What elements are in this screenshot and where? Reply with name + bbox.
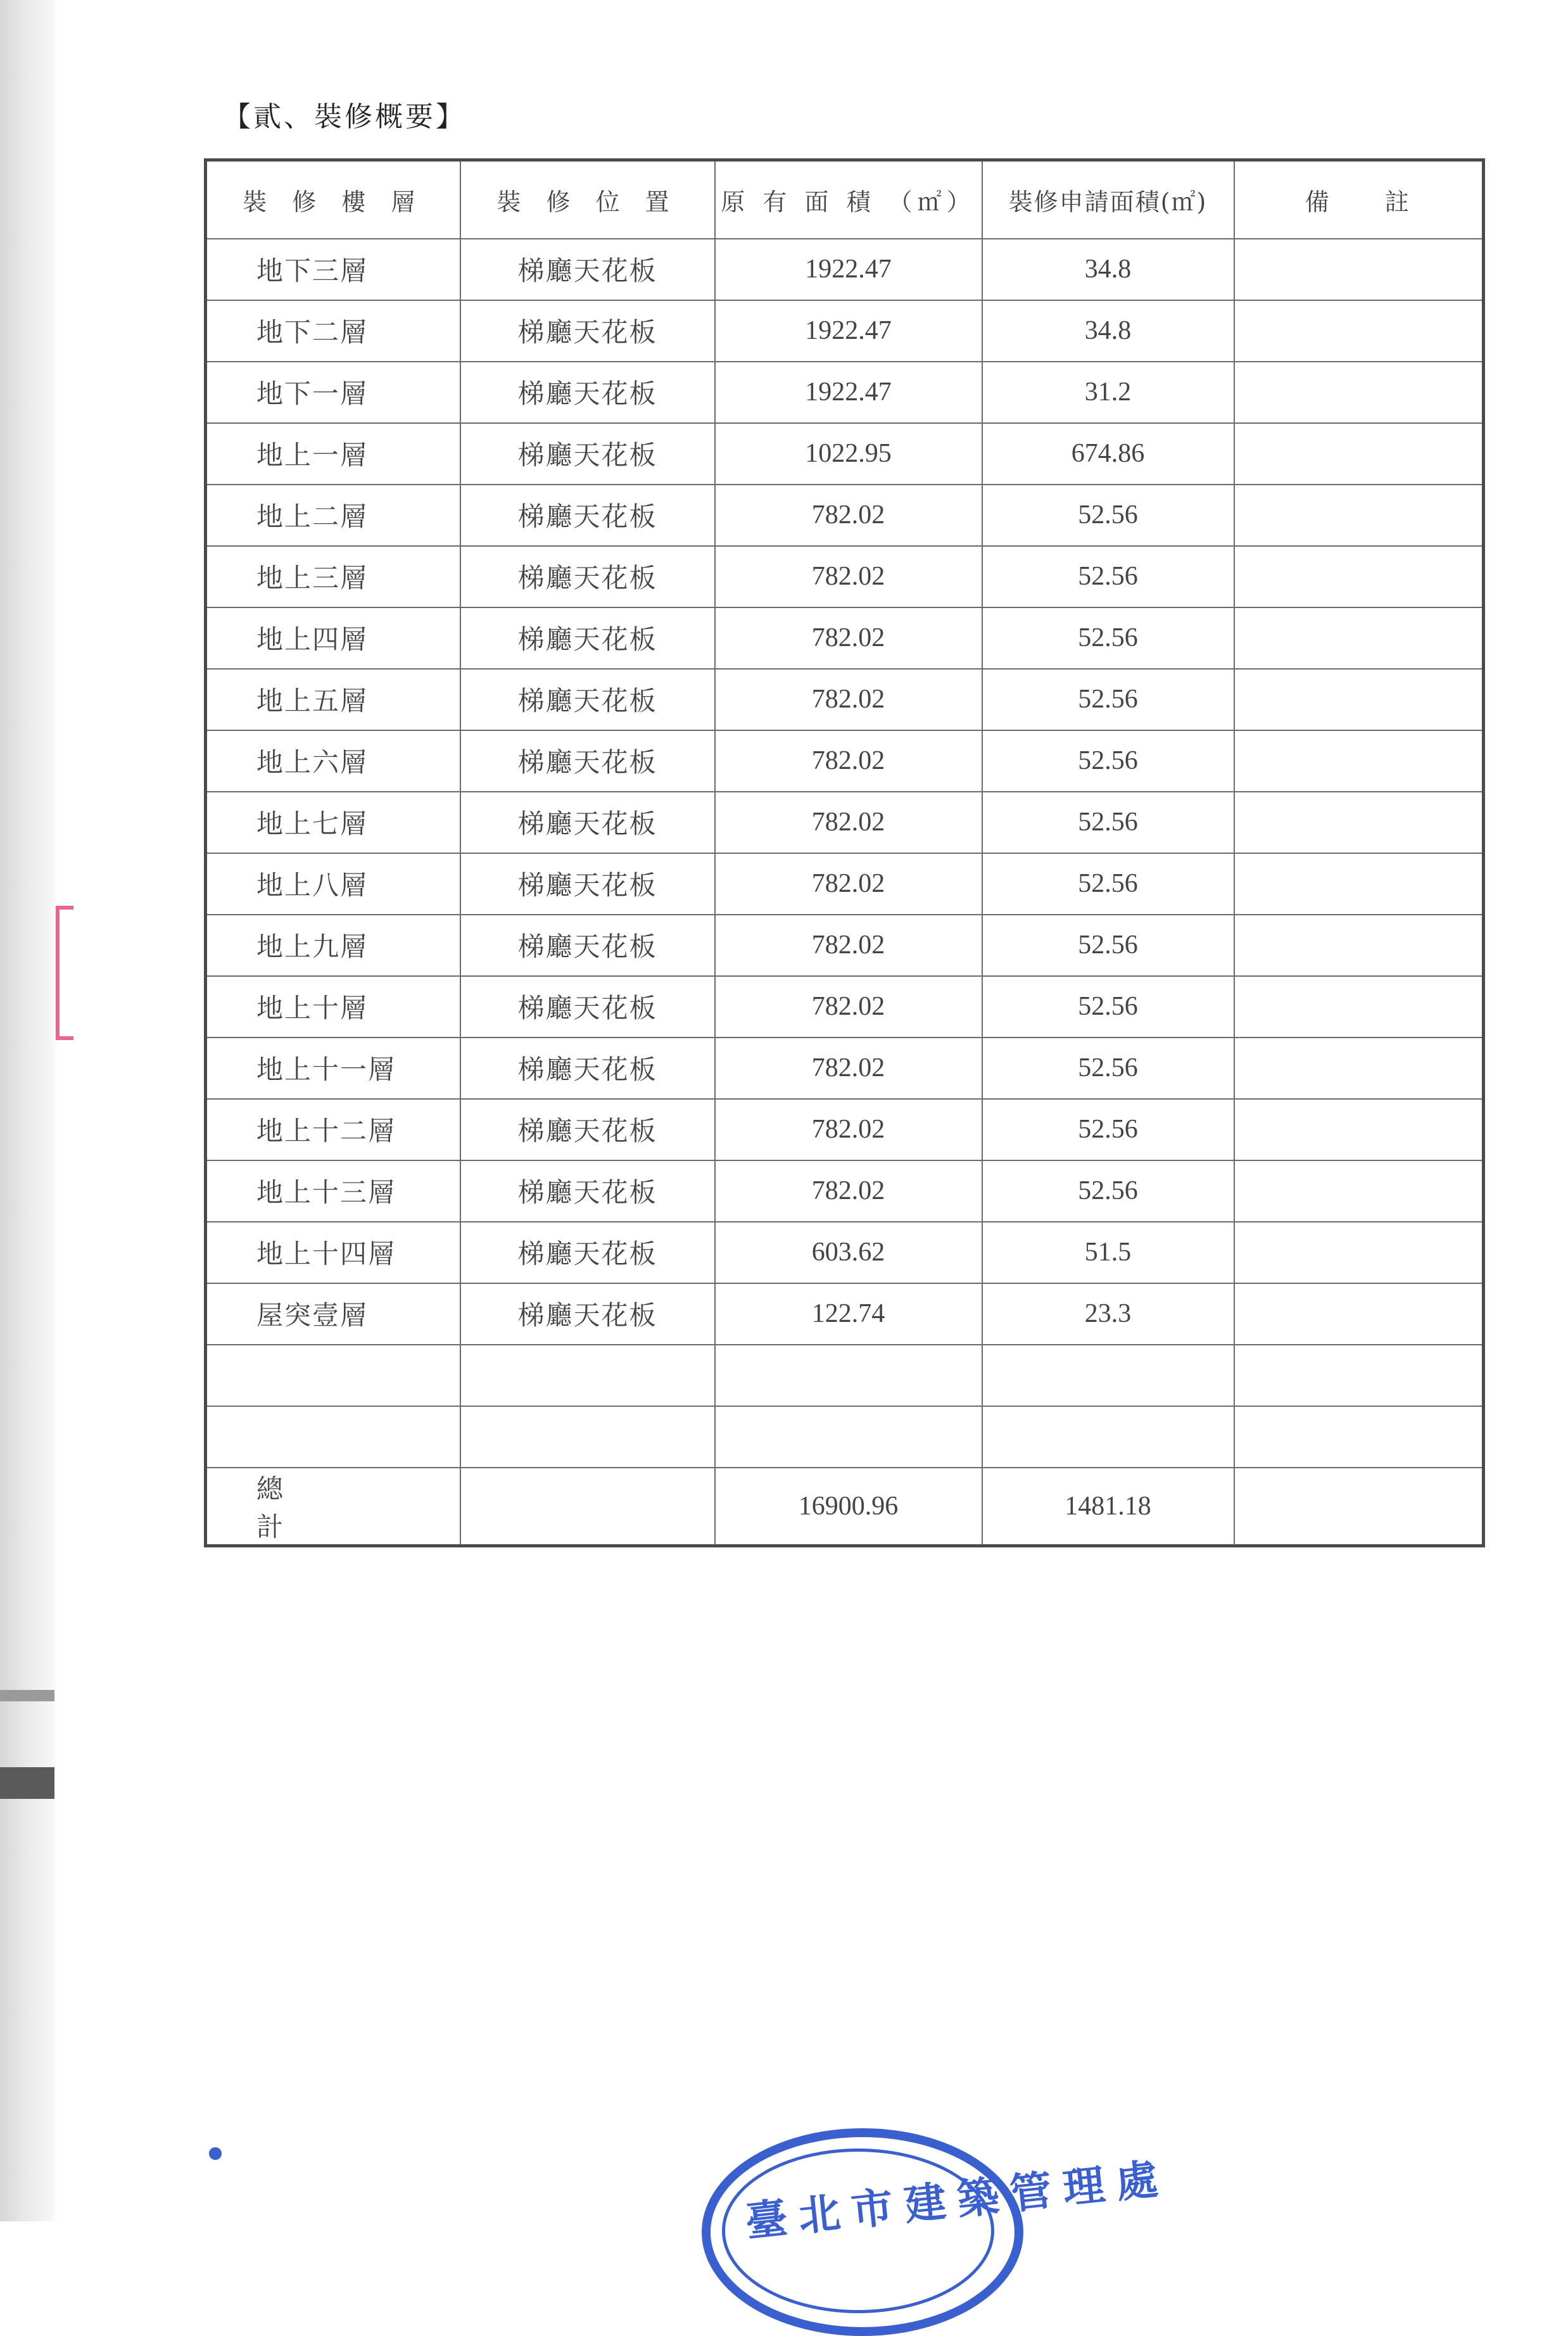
row-applied-area: 34.8: [982, 300, 1234, 362]
row-note: [1234, 669, 1484, 730]
row-original-area: 782.02: [715, 730, 982, 792]
red-stamp-fragment: [56, 906, 73, 1040]
table-row: [206, 607, 1484, 669]
row-applied-area: 52.56: [982, 669, 1234, 730]
section-title: 【貳、裝修概要】: [223, 101, 466, 133]
row-floor: [206, 1345, 460, 1406]
table-row: [206, 730, 1484, 792]
table-row: [206, 1345, 1484, 1406]
table-row: [206, 976, 1484, 1038]
row-applied-area: [982, 1345, 1234, 1406]
row-note: [1234, 853, 1484, 915]
row-floor: 地上十四層: [206, 1222, 460, 1283]
renovation-summary-table: [204, 158, 1485, 1547]
row-position: 梯廳天花板: [460, 669, 715, 730]
table-row: [206, 1283, 1484, 1345]
row-original-area: 782.02: [715, 1038, 982, 1099]
row-applied-area: 52.56: [982, 915, 1234, 976]
row-position: 梯廳天花板: [460, 1160, 715, 1222]
total-label: 總計: [206, 1468, 460, 1546]
row-position: 梯廳天花板: [460, 730, 715, 792]
row-note: [1234, 1283, 1484, 1345]
table-row: [206, 423, 1484, 485]
header-original-area: 原 有 面 積 （㎡）: [715, 160, 982, 239]
row-floor: 地上五層: [206, 669, 460, 730]
row-note: [1234, 239, 1484, 300]
row-position: 梯廳天花板: [460, 546, 715, 607]
scan-edge-band: [0, 1767, 54, 1799]
row-original-area: 782.02: [715, 485, 982, 546]
table-total-row: [206, 1468, 1484, 1546]
row-position: 梯廳天花板: [460, 423, 715, 485]
total-note: [1234, 1468, 1484, 1546]
row-applied-area: 52.56: [982, 1099, 1234, 1160]
row-original-area: 782.02: [715, 669, 982, 730]
official-seal-text: 臺北市建築管理處: [743, 2153, 1172, 2247]
row-floor: 地下三層: [206, 239, 460, 300]
row-applied-area: 52.56: [982, 976, 1234, 1038]
row-note: [1234, 485, 1484, 546]
row-note: [1234, 792, 1484, 853]
total-applied-area: 1481.18: [982, 1468, 1234, 1546]
row-floor: 地上十一層: [206, 1038, 460, 1099]
row-floor: 屋突壹層: [206, 1283, 460, 1345]
row-position: 梯廳天花板: [460, 607, 715, 669]
row-note: [1234, 423, 1484, 485]
table-row: [206, 1406, 1484, 1468]
row-applied-area: 23.3: [982, 1283, 1234, 1345]
row-floor: 地下二層: [206, 300, 460, 362]
row-applied-area: 34.8: [982, 239, 1234, 300]
row-position: 梯廳天花板: [460, 362, 715, 423]
row-applied-area: 52.56: [982, 853, 1234, 915]
table-row: [206, 1222, 1484, 1283]
table-row: [206, 362, 1484, 423]
row-applied-area: 31.2: [982, 362, 1234, 423]
row-original-area: 782.02: [715, 607, 982, 669]
row-floor: [206, 1406, 460, 1468]
ink-dot: [209, 2147, 222, 2160]
table-row: [206, 546, 1484, 607]
row-floor: 地上七層: [206, 792, 460, 853]
total-original-area: 16900.96: [715, 1468, 982, 1546]
table-row: [206, 669, 1484, 730]
row-original-area: 1922.47: [715, 300, 982, 362]
row-original-area: 782.02: [715, 792, 982, 853]
table-row: [206, 1099, 1484, 1160]
row-position: 梯廳天花板: [460, 915, 715, 976]
row-applied-area: 51.5: [982, 1222, 1234, 1283]
row-position: 梯廳天花板: [460, 853, 715, 915]
row-note: [1234, 976, 1484, 1038]
header-note: 備 註: [1234, 160, 1484, 239]
row-original-area: 782.02: [715, 853, 982, 915]
row-original-area: 782.02: [715, 546, 982, 607]
row-position: 梯廳天花板: [460, 239, 715, 300]
row-applied-area: 52.56: [982, 792, 1234, 853]
row-position: 梯廳天花板: [460, 485, 715, 546]
row-applied-area: [982, 1406, 1234, 1468]
row-floor: 地上九層: [206, 915, 460, 976]
row-note: [1234, 1038, 1484, 1099]
row-original-area: 1922.47: [715, 362, 982, 423]
row-position: 梯廳天花板: [460, 1038, 715, 1099]
row-position: 梯廳天花板: [460, 1222, 715, 1283]
table-row: [206, 915, 1484, 976]
table-row: [206, 300, 1484, 362]
row-original-area: [715, 1345, 982, 1406]
row-applied-area: 52.56: [982, 1160, 1234, 1222]
row-note: [1234, 1160, 1484, 1222]
row-original-area: 122.74: [715, 1283, 982, 1345]
row-note: [1234, 1099, 1484, 1160]
row-original-area: 782.02: [715, 915, 982, 976]
row-note: [1234, 1222, 1484, 1283]
row-position: [460, 1406, 715, 1468]
table-row: [206, 792, 1484, 853]
row-applied-area: 52.56: [982, 1038, 1234, 1099]
row-floor: 地上十層: [206, 976, 460, 1038]
header-floor: 裝 修 樓 層: [206, 160, 460, 239]
row-note: [1234, 546, 1484, 607]
table-row: [206, 853, 1484, 915]
row-position: [460, 1345, 715, 1406]
row-floor: 地上一層: [206, 423, 460, 485]
row-note: [1234, 300, 1484, 362]
table-header-row: [206, 160, 1484, 239]
row-original-area: 1022.95: [715, 423, 982, 485]
row-original-area: 782.02: [715, 1099, 982, 1160]
table-row: [206, 485, 1484, 546]
row-original-area: [715, 1406, 982, 1468]
row-floor: 地下一層: [206, 362, 460, 423]
row-position: 梯廳天花板: [460, 792, 715, 853]
row-applied-area: 52.56: [982, 485, 1234, 546]
row-floor: 地上十三層: [206, 1160, 460, 1222]
table-row: [206, 239, 1484, 300]
header-position: 裝 修 位 置: [460, 160, 715, 239]
row-floor: 地上二層: [206, 485, 460, 546]
row-note: [1234, 1406, 1484, 1468]
scan-edge-shadow: [0, 0, 58, 2221]
row-floor: 地上十二層: [206, 1099, 460, 1160]
row-position: 梯廳天花板: [460, 976, 715, 1038]
header-applied-area: 裝修申請面積(㎡): [982, 160, 1234, 239]
row-floor: 地上四層: [206, 607, 460, 669]
row-original-area: 603.62: [715, 1222, 982, 1283]
row-floor: 地上六層: [206, 730, 460, 792]
row-note: [1234, 607, 1484, 669]
row-note: [1234, 915, 1484, 976]
table-row: [206, 1038, 1484, 1099]
row-floor: 地上三層: [206, 546, 460, 607]
row-applied-area: 52.56: [982, 730, 1234, 792]
row-original-area: 782.02: [715, 976, 982, 1038]
total-position: [460, 1468, 715, 1546]
row-applied-area: 52.56: [982, 546, 1234, 607]
row-note: [1234, 1345, 1484, 1406]
row-note: [1234, 362, 1484, 423]
row-floor: 地上八層: [206, 853, 460, 915]
row-position: 梯廳天花板: [460, 1283, 715, 1345]
row-applied-area: 674.86: [982, 423, 1234, 485]
scan-edge-band: [0, 1690, 54, 1701]
row-applied-area: 52.56: [982, 607, 1234, 669]
row-original-area: 1922.47: [715, 239, 982, 300]
row-position: 梯廳天花板: [460, 1099, 715, 1160]
table-row: [206, 1160, 1484, 1222]
row-position: 梯廳天花板: [460, 300, 715, 362]
row-original-area: 782.02: [715, 1160, 982, 1222]
row-note: [1234, 730, 1484, 792]
